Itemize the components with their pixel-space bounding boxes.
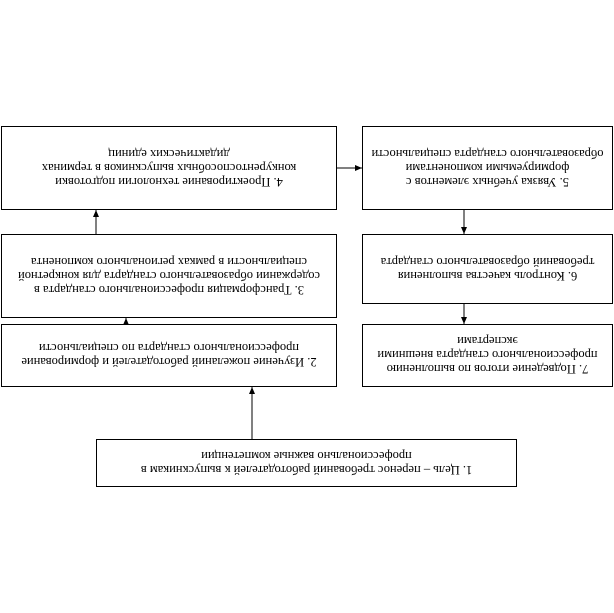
- step-3-text: 3. Трансформация профессионального стандарта в содержании образовательного стандарта для конкретной специальности в рамках регионального компонента: [17, 255, 321, 297]
- step-4-text: 4. Проектирование технологии подготовки конкурентоспособных выпускников в терминах дидактических единиц: [41, 147, 297, 189]
- step-1-text: 1. Цель – перенос требований работодателей к выпускникам в профессионально важные компетенции: [140, 449, 473, 477]
- step-3-box: [1, 234, 337, 318]
- step-7-box: [362, 324, 613, 387]
- step-4-box: [1, 126, 337, 210]
- step-1-box: [96, 439, 517, 487]
- step-7-text: 7. Подведение итогов по выполнению профессионального стандарта внешними экспертами: [377, 334, 598, 377]
- step-5-text: 5. Увязка учебных элементов с формируемыми компонентами образовательного стандарта специальности: [371, 147, 604, 189]
- step-6-text: 6. Контроль качества выполнения требований образовательного стандарта: [380, 255, 595, 283]
- step-2-text: 2. Изучение пожеланий работодателей и формирование профессионального стандарта по специальности: [21, 341, 317, 370]
- step-6-box: [362, 234, 613, 304]
- step-5-box: [362, 126, 613, 210]
- step-2-box: [1, 324, 337, 387]
